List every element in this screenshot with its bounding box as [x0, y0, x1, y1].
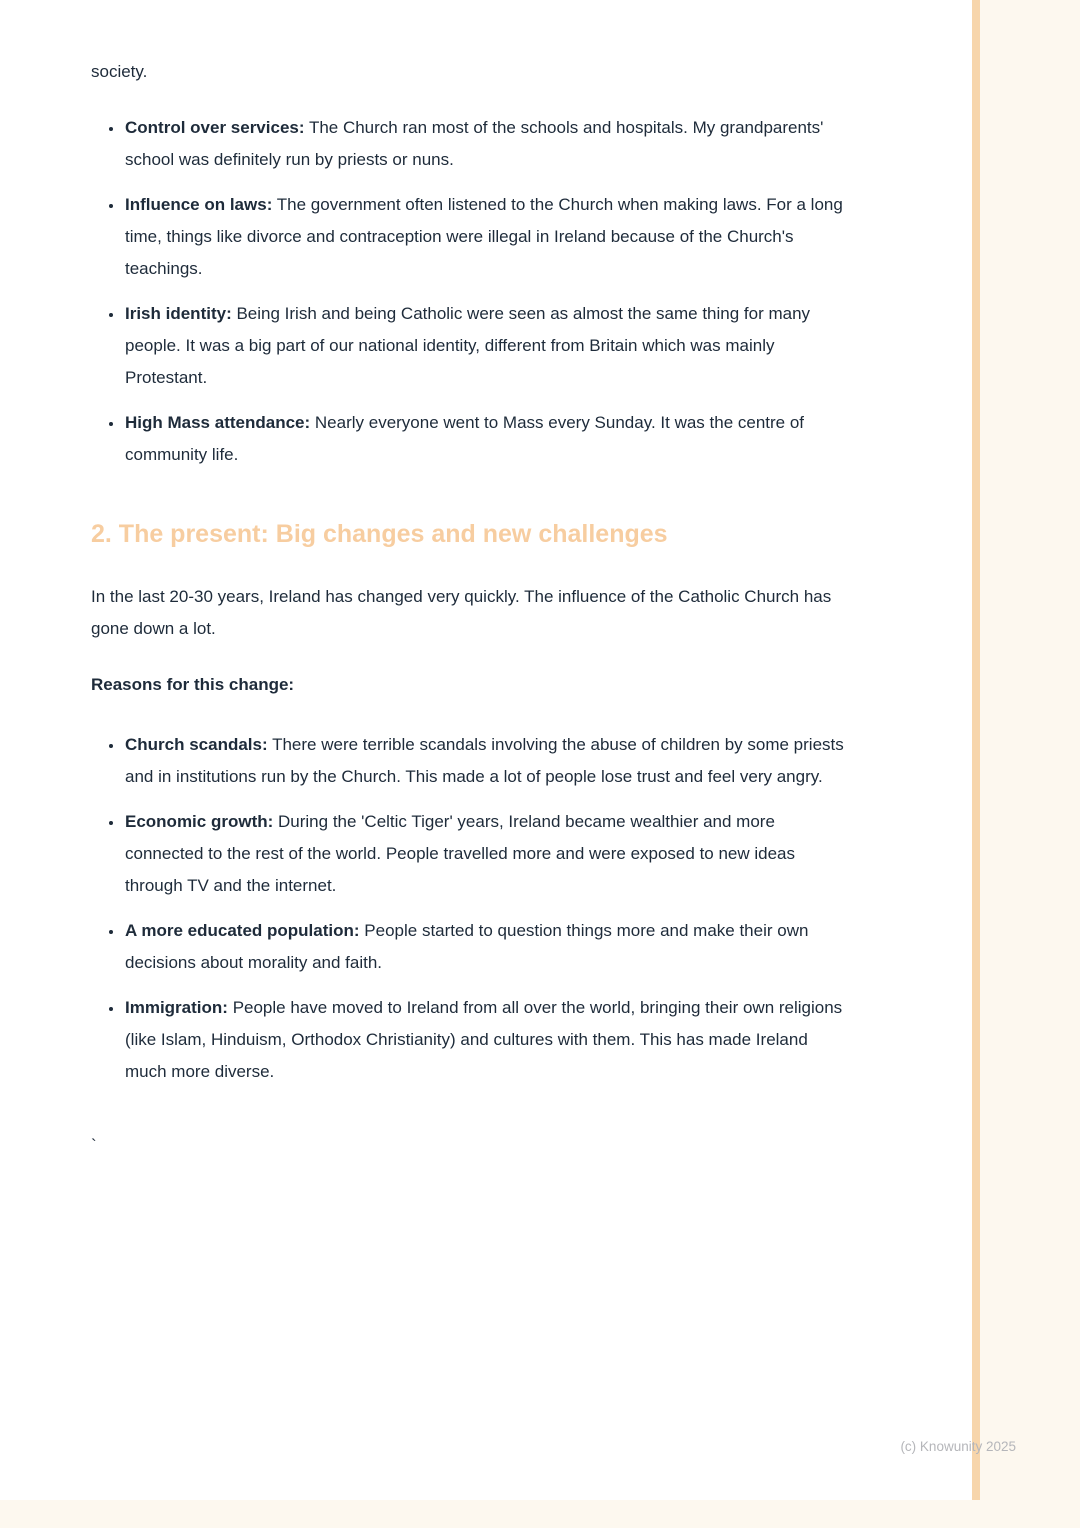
list-item [124, 915, 847, 979]
section1-bullet-list [91, 112, 847, 471]
bullet-lead: Influence on laws: [125, 195, 273, 214]
copyright-watermark: (c) Knowunity 2025 [900, 1439, 1016, 1454]
intro-fragment: society. [91, 62, 148, 81]
list-item [124, 298, 847, 394]
section2-bullet-list [91, 729, 847, 1088]
bullet-text: The government often listened to the Church when making laws. For a long time, things like divorce and contraception were illegal in Ireland because of the Church's teachings. [125, 195, 843, 278]
section-heading: 2. The present: Big changes and new challenges [91, 520, 668, 548]
list-item [124, 407, 847, 471]
bullet-lead: High Mass attendance: [125, 413, 311, 432]
bullet-lead: Irish identity: [125, 304, 232, 323]
list-item [124, 992, 847, 1088]
list-item [124, 112, 847, 176]
bullet-text: Nearly everyone went to Mass every Sunday. It was the centre of community life. [125, 413, 805, 464]
list-item [124, 729, 847, 793]
bullet-text: The Church ran most of the schools and hospitals. My grandparents' school was definitely run by priests or nuns. [125, 118, 824, 169]
bullet-text: People have moved to Ireland from all over the world, bringing their own religions (like Islam, Hinduism, Orthodox Christianity) and cultures with them. This has made Ireland much more diverse. [125, 998, 843, 1081]
bullet-text: During the 'Celtic Tiger' years, Ireland became wealthier and more connected to the rest of the world. People travelled more and were exposed to new ideas through TV and the internet. [125, 812, 796, 895]
page-edge-accent-bar [972, 0, 980, 1500]
reasons-label: Reasons for this change: [91, 675, 295, 694]
list-item [124, 189, 847, 285]
bullet-lead: Control over services: [125, 118, 305, 137]
bullet-lead: Economic growth: [125, 812, 274, 831]
stray-character: ` [91, 1136, 97, 1155]
bullet-text: People started to question things more and make their own decisions about morality and faith. [125, 921, 809, 972]
bullet-text: There were terrible scandals involving the abuse of children by some priests and in institutions run by the Church. This made a lot of people lose trust and feel very angry. [125, 735, 844, 786]
list-item [124, 806, 847, 902]
section2-intro: In the last 20-30 years, Ireland has changed very quickly. The influence of the Catholic Church has gone down a lot. [91, 587, 832, 638]
bullet-text: Being Irish and being Catholic were seen as almost the same thing for many people. It was a big part of our national identity, different from Britain which was mainly Protestant. [125, 304, 811, 387]
bullet-lead: Church scandals: [125, 735, 268, 754]
bullet-lead: Immigration: [125, 998, 228, 1017]
bullet-lead: A more educated population: [125, 921, 360, 940]
